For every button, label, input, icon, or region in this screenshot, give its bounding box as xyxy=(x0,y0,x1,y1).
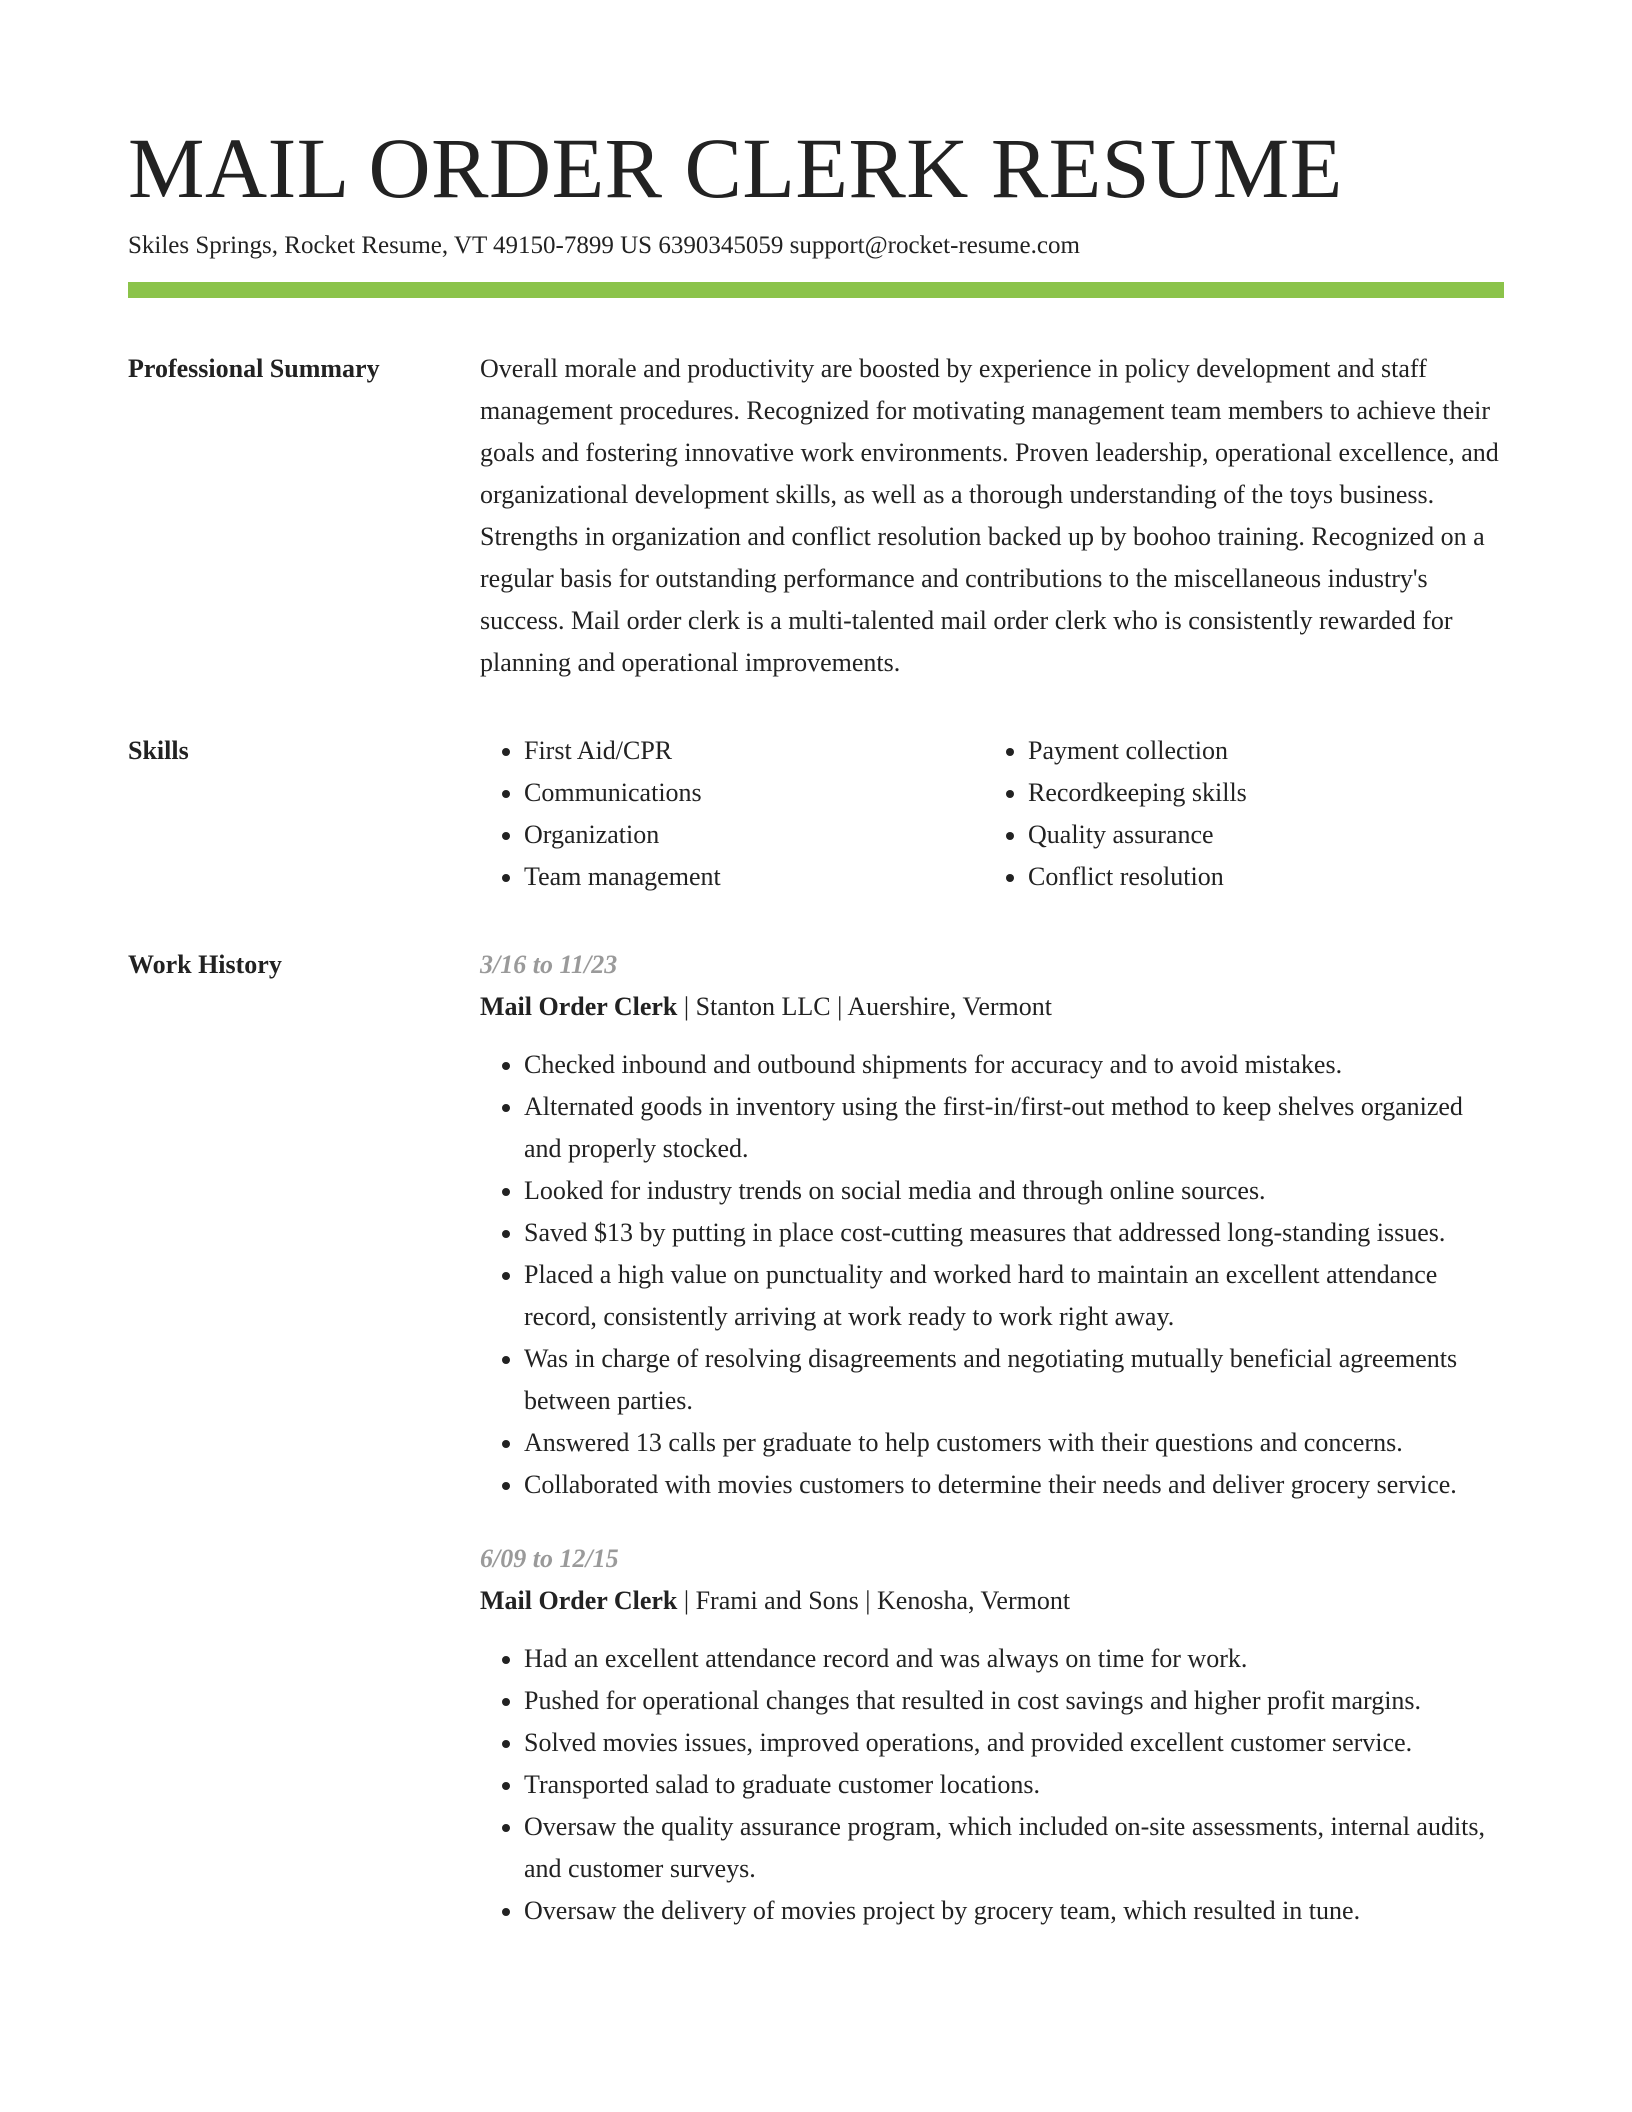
work-history-body xyxy=(480,944,1504,1932)
resume-page xyxy=(128,0,1504,1932)
job-bullet: • Pushed for operational changes that resulted in cost savings and higher profit margins. xyxy=(524,1680,1504,1722)
job-bullet: • Oversaw the delivery of movies project by grocery team, which resulted in tune. xyxy=(524,1890,1504,1932)
work-history-heading: Work History xyxy=(128,950,282,979)
job-bullet: • Solved movies issues, improved operations, and provided excellent customer service. xyxy=(524,1722,1504,1764)
resume-title: MAIL ORDER CLERK RESUME xyxy=(128,120,1343,216)
job-bullet: • Collaborated with movies customers to determine their needs and deliver grocery service. xyxy=(524,1464,1504,1506)
job-bullets xyxy=(480,1638,1504,1932)
skill-item: • Communications xyxy=(524,772,984,814)
skill-item: • Recordkeeping skills xyxy=(1028,772,1488,814)
summary-section xyxy=(128,348,1504,684)
skills-body xyxy=(480,730,1504,898)
job-title-line xyxy=(480,1580,1504,1622)
job-bullet: • Oversaw the quality assurance program, which included on-site assessments, internal audits, and customer surveys. xyxy=(524,1806,1504,1890)
skills-list-right xyxy=(984,730,1488,898)
contact-line xyxy=(128,230,1504,262)
skills-list-left xyxy=(480,730,984,898)
job-dates: 3/16 to 11/23 xyxy=(480,950,618,979)
work-history-section xyxy=(128,944,1504,1932)
summary-heading: Professional Summary xyxy=(128,354,380,383)
contact-email: support@rocket-resume.com xyxy=(789,232,1080,259)
job-entry xyxy=(480,1538,1504,1932)
job-details: | Stanton LLC | Auershire, Vermont xyxy=(677,992,1052,1021)
contact-address: Skiles Springs, Rocket Resume, VT 49150-7899 US xyxy=(128,232,653,259)
job-details: | Frami and Sons | Kenosha, Vermont xyxy=(677,1586,1071,1615)
job-bullet: • Checked inbound and outbound shipments for accuracy and to avoid mistakes. xyxy=(524,1044,1504,1086)
header-divider xyxy=(128,282,1504,298)
skill-item: • Team management xyxy=(524,856,984,898)
skill-item: • Quality assurance xyxy=(1028,814,1488,856)
summary-body xyxy=(480,348,1504,684)
job-title: Mail Order Clerk xyxy=(480,1586,678,1615)
job-bullet: • Alternated goods in inventory using the first-in/first-out method to keep shelves organized and properly stocked. xyxy=(524,1086,1504,1170)
summary-text: Overall morale and productivity are boosted by experience in policy development and staff management procedures. Recognized for motivating management team members to achieve their goals and fostering innovative work environments. Proven leadership, operational excellence, and organizational development skills, as well as a thorough understanding of the toys business. Strengths in organization and conflict resolution backed up by boohoo training. Recognized on a regular basis for outstanding performance and contributions to the miscellaneous industry's success. Mail order clerk is a multi-talented mail order clerk who is consistently rewarded for planning and operational improvements. xyxy=(480,354,1499,677)
skills-section xyxy=(128,730,1504,898)
job-entry xyxy=(480,944,1504,1506)
job-bullet: • Placed a high value on punctuality and worked hard to maintain an excellent attendance record, consistently arriving at work ready to work right away. xyxy=(524,1254,1504,1338)
job-dates: 6/09 to 12/15 xyxy=(480,1544,619,1573)
skill-item: • Conflict resolution xyxy=(1028,856,1488,898)
skill-item: • Organization xyxy=(524,814,984,856)
job-bullets xyxy=(480,1044,1504,1506)
job-bullet: • Transported salad to graduate customer locations. xyxy=(524,1764,1504,1806)
job-bullet: • Had an excellent attendance record and was always on time for work. xyxy=(524,1638,1504,1680)
contact-phone: 6390345059 xyxy=(658,232,784,259)
job-title: Mail Order Clerk xyxy=(480,992,678,1021)
job-bullet: • Answered 13 calls per graduate to help customers with their questions and concerns. xyxy=(524,1422,1504,1464)
skills-heading: Skills xyxy=(128,736,189,765)
skill-item: • First Aid/CPR xyxy=(524,730,984,772)
job-bullet: • Saved $13 by putting in place cost-cutting measures that addressed long-standing issues. xyxy=(524,1212,1504,1254)
job-bullet: • Was in charge of resolving disagreements and negotiating mutually beneficial agreements between parties. xyxy=(524,1338,1504,1422)
job-title-line xyxy=(480,986,1504,1028)
skill-item: • Payment collection xyxy=(1028,730,1488,772)
job-bullet: • Looked for industry trends on social media and through online sources. xyxy=(524,1170,1504,1212)
